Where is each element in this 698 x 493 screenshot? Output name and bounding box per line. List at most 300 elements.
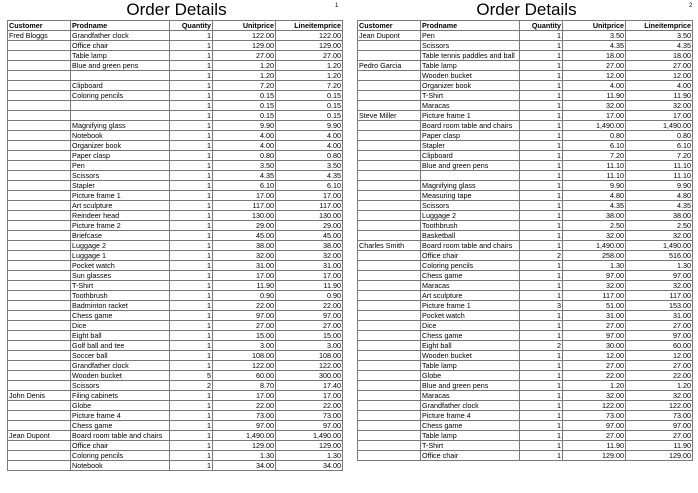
quantity-cell: 1	[520, 141, 563, 151]
quantity-cell: 1	[170, 431, 213, 441]
table-row	[8, 221, 343, 231]
customer-cell	[358, 331, 421, 341]
prodname-cell: Toothbrush	[71, 291, 170, 301]
unitprice-cell: 73.00	[213, 411, 276, 421]
quantity-cell: 1	[520, 321, 563, 331]
customer-cell	[358, 211, 421, 221]
unitprice-cell: 27.00	[563, 361, 626, 371]
prodname-cell: Scissors	[421, 41, 520, 51]
customer-cell	[8, 81, 71, 91]
prodname-cell: Golf ball and tee	[71, 341, 170, 351]
customer-cell	[358, 51, 421, 61]
table-row	[8, 61, 343, 71]
lineitemprice-cell: 31.00	[626, 311, 693, 321]
table-header-row	[358, 21, 693, 31]
table-row	[8, 141, 343, 151]
unitprice-cell: 9.90	[563, 181, 626, 191]
lineitemprice-cell: 29.00	[276, 221, 343, 231]
lineitemprice-cell: 12.00	[626, 71, 693, 81]
prodname-cell: Paper clasp	[71, 151, 170, 161]
unitprice-cell: 129.00	[213, 41, 276, 51]
prodname-cell: Grandfather clock	[71, 31, 170, 41]
lineitemprice-cell: 27.00	[276, 51, 343, 61]
unitprice-cell: 73.00	[563, 411, 626, 421]
lineitemprice-cell: 0.15	[276, 91, 343, 101]
unitprice-cell: 31.00	[213, 261, 276, 271]
table-row	[358, 241, 693, 251]
table-row	[8, 151, 343, 161]
prodname-cell: Office chair	[71, 41, 170, 51]
quantity-cell: 1	[520, 171, 563, 181]
prodname-cell: Basketball	[421, 231, 520, 241]
table-row	[8, 271, 343, 281]
quantity-cell: 1	[520, 451, 563, 461]
lineitemprice-cell: 0.90	[276, 291, 343, 301]
lineitemprice-cell: 122.00	[276, 361, 343, 371]
unitprice-cell: 6.10	[563, 141, 626, 151]
unitprice-cell: 97.00	[213, 311, 276, 321]
table-row	[8, 101, 343, 111]
lineitemprice-cell: 73.00	[276, 411, 343, 421]
lineitemprice-cell: 4.35	[626, 41, 693, 51]
customer-cell: Charles Smith	[358, 241, 421, 251]
unitprice-cell: 1.20	[213, 71, 276, 81]
lineitemprice-cell: 4.00	[276, 131, 343, 141]
unitprice-cell: 27.00	[213, 321, 276, 331]
prodname-cell: Chess game	[421, 421, 520, 431]
table-row	[358, 51, 693, 61]
unitprice-cell: 15.00	[213, 331, 276, 341]
unitprice-cell: 1,490.00	[563, 241, 626, 251]
prodname-cell: Wooden bucket	[71, 371, 170, 381]
order-details-table	[7, 20, 343, 471]
prodname-cell: Toothbrush	[421, 221, 520, 231]
lineitemprice-cell: 32.00	[626, 231, 693, 241]
unitprice-cell: 4.00	[213, 141, 276, 151]
table-row	[8, 211, 343, 221]
unitprice-cell: 4.35	[563, 201, 626, 211]
lineitemprice-cell: 9.90	[626, 181, 693, 191]
customer-cell	[8, 251, 71, 261]
prodname-cell: Maracas	[421, 101, 520, 111]
unitprice-cell: 130.00	[213, 211, 276, 221]
lineitemprice-cell: 32.00	[276, 251, 343, 261]
prodname-cell: Reindeer head	[71, 211, 170, 221]
unitprice-cell: 27.00	[213, 51, 276, 61]
lineitemprice-cell: 97.00	[626, 271, 693, 281]
customer-cell	[8, 301, 71, 311]
table-row	[358, 91, 693, 101]
quantity-cell: 1	[170, 141, 213, 151]
quantity-cell: 1	[170, 101, 213, 111]
table-row	[8, 131, 343, 141]
table-row	[358, 381, 693, 391]
customer-cell	[8, 381, 71, 391]
unitprice-cell: 38.00	[563, 211, 626, 221]
lineitemprice-cell: 3.00	[276, 341, 343, 351]
prodname-cell: Magnifying glass	[421, 181, 520, 191]
prodname-cell: Filing cabinets	[71, 391, 170, 401]
column-header-prodname: Prodname	[421, 21, 520, 31]
report-page-2	[350, 0, 695, 493]
customer-cell	[8, 371, 71, 381]
lineitemprice-cell: 38.00	[276, 241, 343, 251]
prodname-cell: Stapler	[421, 141, 520, 151]
prodname-cell: Grandfather clock	[71, 361, 170, 371]
quantity-cell: 2	[520, 251, 563, 261]
unitprice-cell: 45.00	[213, 231, 276, 241]
prodname-cell: Chess game	[421, 271, 520, 281]
prodname-cell: Chess game	[71, 421, 170, 431]
customer-cell: Fred Bloggs	[8, 31, 71, 41]
quantity-cell: 1	[170, 181, 213, 191]
quantity-cell: 1	[520, 31, 563, 41]
customer-cell	[358, 311, 421, 321]
table-row	[358, 451, 693, 461]
customer-cell	[8, 51, 71, 61]
unitprice-cell: 7.20	[213, 81, 276, 91]
quantity-cell: 1	[170, 91, 213, 101]
quantity-cell: 1	[170, 161, 213, 171]
lineitemprice-cell: 129.00	[276, 41, 343, 51]
unitprice-cell: 1.20	[563, 381, 626, 391]
table-row	[358, 131, 693, 141]
lineitemprice-cell: 27.00	[626, 61, 693, 71]
unitprice-cell: 11.90	[563, 91, 626, 101]
lineitemprice-cell: 3.50	[626, 31, 693, 41]
customer-cell	[8, 131, 71, 141]
unitprice-cell: 1,490.00	[213, 431, 276, 441]
quantity-cell: 1	[170, 291, 213, 301]
table-row	[358, 61, 693, 71]
lineitemprice-cell: 2.50	[626, 221, 693, 231]
quantity-cell: 1	[170, 331, 213, 341]
prodname-cell: Office chair	[71, 441, 170, 451]
quantity-cell: 1	[170, 351, 213, 361]
prodname-cell: Organizer book	[421, 81, 520, 91]
lineitemprice-cell: 0.80	[626, 131, 693, 141]
lineitemprice-cell: 0.15	[276, 101, 343, 111]
unitprice-cell: 32.00	[563, 391, 626, 401]
lineitemprice-cell: 130.00	[276, 211, 343, 221]
quantity-cell: 1	[520, 191, 563, 201]
customer-cell	[8, 61, 71, 71]
lineitemprice-cell: 129.00	[626, 451, 693, 461]
quantity-cell: 1	[520, 81, 563, 91]
table-row	[8, 401, 343, 411]
unitprice-cell: 122.00	[563, 401, 626, 411]
table-row	[8, 181, 343, 191]
quantity-cell: 1	[520, 421, 563, 431]
prodname-cell	[71, 71, 170, 81]
prodname-cell: Magnifying glass	[71, 121, 170, 131]
prodname-cell: Coloring pencils	[71, 91, 170, 101]
prodname-cell: Paper clasp	[421, 131, 520, 141]
quantity-cell: 1	[170, 281, 213, 291]
table-row	[358, 101, 693, 111]
table-row	[358, 181, 693, 191]
lineitemprice-cell: 60.00	[626, 341, 693, 351]
table-row	[358, 41, 693, 51]
lineitemprice-cell: 1.30	[626, 261, 693, 271]
table-row	[358, 271, 693, 281]
order-details-table	[357, 20, 693, 461]
prodname-cell	[71, 111, 170, 121]
customer-cell	[358, 321, 421, 331]
lineitemprice-cell: 1,490.00	[276, 431, 343, 441]
prodname-cell: Soccer ball	[71, 351, 170, 361]
unitprice-cell: 27.00	[563, 61, 626, 71]
prodname-cell: Blue and green pens	[421, 161, 520, 171]
table-row	[358, 361, 693, 371]
prodname-cell: Pen	[71, 161, 170, 171]
prodname-cell: Pen	[421, 31, 520, 41]
unitprice-cell: 6.10	[213, 181, 276, 191]
customer-cell	[358, 71, 421, 81]
prodname-cell: Wooden bucket	[421, 351, 520, 361]
prodname-cell: Board room table and chairs	[421, 241, 520, 251]
customer-cell	[358, 421, 421, 431]
unitprice-cell: 1,490.00	[563, 121, 626, 131]
prodname-cell: Pocket watch	[71, 261, 170, 271]
prodname-cell: Pocket watch	[421, 311, 520, 321]
lineitemprice-cell: 11.90	[276, 281, 343, 291]
page-number: 1	[335, 3, 339, 9]
customer-cell	[8, 121, 71, 131]
table-row	[358, 201, 693, 211]
lineitemprice-cell: 0.15	[276, 111, 343, 121]
prodname-cell: T-Shirt	[71, 281, 170, 291]
quantity-cell: 1	[520, 181, 563, 191]
table-row	[8, 431, 343, 441]
table-row	[8, 191, 343, 201]
unitprice-cell: 12.00	[563, 71, 626, 81]
quantity-cell: 1	[520, 91, 563, 101]
lineitemprice-cell: 300.00	[276, 371, 343, 381]
customer-cell	[8, 321, 71, 331]
page-title: Order Details	[476, 0, 577, 19]
lineitemprice-cell: 11.10	[626, 171, 693, 181]
table-row	[8, 201, 343, 211]
unitprice-cell: 11.10	[563, 161, 626, 171]
lineitemprice-cell: 38.00	[626, 211, 693, 221]
column-header-prodname: Prodname	[71, 21, 170, 31]
prodname-cell: Chess game	[421, 331, 520, 341]
unitprice-cell: 97.00	[563, 331, 626, 341]
unitprice-cell: 4.00	[563, 81, 626, 91]
quantity-cell: 1	[170, 61, 213, 71]
lineitemprice-cell: 153.00	[626, 301, 693, 311]
prodname-cell: Notebook	[71, 131, 170, 141]
prodname-cell: Maracas	[421, 391, 520, 401]
prodname-cell: Globe	[421, 371, 520, 381]
quantity-cell: 2	[170, 381, 213, 391]
lineitemprice-cell: 17.00	[276, 391, 343, 401]
customer-cell	[8, 271, 71, 281]
prodname-cell: Office chair	[421, 251, 520, 261]
lineitemprice-cell: 97.00	[276, 421, 343, 431]
prodname-cell: Luggage 1	[71, 251, 170, 261]
prodname-cell: Luggage 2	[421, 211, 520, 221]
unitprice-cell: 22.00	[213, 401, 276, 411]
table-row	[358, 441, 693, 451]
lineitemprice-cell: 34.00	[276, 461, 343, 471]
table-row	[8, 311, 343, 321]
unitprice-cell: 97.00	[563, 421, 626, 431]
unitprice-cell: 31.00	[563, 311, 626, 321]
unitprice-cell: 11.10	[563, 171, 626, 181]
table-row	[8, 121, 343, 131]
table-row	[8, 261, 343, 271]
unitprice-cell: 1.30	[213, 451, 276, 461]
table-row	[8, 41, 343, 51]
customer-cell	[358, 291, 421, 301]
unitprice-cell: 122.00	[213, 31, 276, 41]
unitprice-cell: 2.50	[563, 221, 626, 231]
quantity-cell: 1	[170, 131, 213, 141]
customer-cell	[8, 151, 71, 161]
lineitemprice-cell: 122.00	[276, 31, 343, 41]
lineitemprice-cell: 31.00	[276, 261, 343, 271]
quantity-cell: 1	[170, 261, 213, 271]
table-row	[8, 111, 343, 121]
column-header-quantity: Quantity	[170, 21, 213, 31]
customer-cell	[358, 371, 421, 381]
lineitemprice-cell: 22.00	[276, 401, 343, 411]
customer-cell	[8, 91, 71, 101]
lineitemprice-cell: 11.10	[626, 161, 693, 171]
unitprice-cell: 4.35	[213, 171, 276, 181]
column-header-lineitemprice: Lineitemprice	[626, 21, 693, 31]
prodname-cell: Clipboard	[421, 151, 520, 161]
table-row	[358, 171, 693, 181]
unitprice-cell: 4.00	[213, 131, 276, 141]
customer-cell	[8, 181, 71, 191]
table-row	[358, 141, 693, 151]
customer-cell: Steve Miller	[358, 111, 421, 121]
table-row	[358, 351, 693, 361]
lineitemprice-cell: 15.00	[276, 331, 343, 341]
unitprice-cell: 97.00	[213, 421, 276, 431]
customer-cell	[358, 281, 421, 291]
unitprice-cell: 34.00	[213, 461, 276, 471]
prodname-cell	[421, 171, 520, 181]
unitprice-cell: 3.50	[563, 31, 626, 41]
table-row	[358, 121, 693, 131]
customer-cell	[358, 341, 421, 351]
lineitemprice-cell: 12.00	[626, 351, 693, 361]
quantity-cell: 1	[170, 231, 213, 241]
customer-cell	[8, 441, 71, 451]
table-row	[8, 411, 343, 421]
prodname-cell: Luggage 2	[71, 241, 170, 251]
table-row	[358, 341, 693, 351]
customer-cell: Jean Dupont	[8, 431, 71, 441]
lineitemprice-cell: 3.50	[276, 161, 343, 171]
prodname-cell: Board room table and chairs	[71, 431, 170, 441]
unitprice-cell: 11.90	[563, 441, 626, 451]
lineitemprice-cell: 6.10	[276, 181, 343, 191]
table-row	[8, 281, 343, 291]
lineitemprice-cell: 27.00	[626, 361, 693, 371]
table-row	[358, 251, 693, 261]
quantity-cell: 5	[170, 371, 213, 381]
lineitemprice-cell: 97.00	[626, 331, 693, 341]
customer-cell	[8, 41, 71, 51]
customer-cell	[8, 341, 71, 351]
lineitemprice-cell: 1,490.00	[626, 121, 693, 131]
prodname-cell: Measuring tape	[421, 191, 520, 201]
quantity-cell: 1	[170, 451, 213, 461]
table-row	[8, 451, 343, 461]
table-row	[358, 411, 693, 421]
customer-cell	[358, 451, 421, 461]
quantity-cell: 1	[520, 431, 563, 441]
unitprice-cell: 60.00	[213, 371, 276, 381]
lineitemprice-cell: 4.35	[626, 201, 693, 211]
prodname-cell: Scissors	[71, 381, 170, 391]
table-row	[358, 31, 693, 41]
table-row	[8, 31, 343, 41]
unitprice-cell: 32.00	[563, 231, 626, 241]
prodname-cell: Maracas	[421, 281, 520, 291]
table-row	[358, 231, 693, 241]
lineitemprice-cell: 1.30	[276, 451, 343, 461]
customer-cell	[358, 151, 421, 161]
unitprice-cell: 29.00	[213, 221, 276, 231]
lineitemprice-cell: 516.00	[626, 251, 693, 261]
lineitemprice-cell: 117.00	[626, 291, 693, 301]
customer-cell	[358, 361, 421, 371]
customer-cell	[358, 121, 421, 131]
prodname-cell: Clipboard	[71, 81, 170, 91]
quantity-cell: 1	[170, 51, 213, 61]
prodname-cell: Stapler	[71, 181, 170, 191]
quantity-cell: 1	[520, 311, 563, 321]
customer-cell	[8, 141, 71, 151]
customer-cell	[8, 241, 71, 251]
prodname-cell: Table tennis paddles and ball	[421, 51, 520, 61]
quantity-cell: 2	[520, 341, 563, 351]
quantity-cell: 1	[520, 271, 563, 281]
lineitemprice-cell: 1,490.00	[626, 241, 693, 251]
lineitemprice-cell: 122.00	[626, 401, 693, 411]
unitprice-cell: 27.00	[563, 321, 626, 331]
quantity-cell: 1	[170, 31, 213, 41]
unitprice-cell: 4.80	[563, 191, 626, 201]
quantity-cell: 1	[520, 221, 563, 231]
prodname-cell: Notebook	[71, 461, 170, 471]
quantity-cell: 1	[170, 41, 213, 51]
table-row	[358, 81, 693, 91]
customer-cell	[8, 211, 71, 221]
table-row	[8, 171, 343, 181]
customer-cell	[8, 171, 71, 181]
unitprice-cell: 258.00	[563, 251, 626, 261]
quantity-cell: 1	[520, 51, 563, 61]
unitprice-cell: 0.80	[563, 131, 626, 141]
prodname-cell: Board room table and chairs	[421, 121, 520, 131]
unitprice-cell: 129.00	[213, 441, 276, 451]
lineitemprice-cell: 45.00	[276, 231, 343, 241]
table-row	[8, 321, 343, 331]
quantity-cell: 1	[170, 251, 213, 261]
quantity-cell: 1	[170, 401, 213, 411]
customer-cell	[358, 201, 421, 211]
table-row	[8, 161, 343, 171]
table-row	[358, 151, 693, 161]
unitprice-cell: 22.00	[563, 371, 626, 381]
